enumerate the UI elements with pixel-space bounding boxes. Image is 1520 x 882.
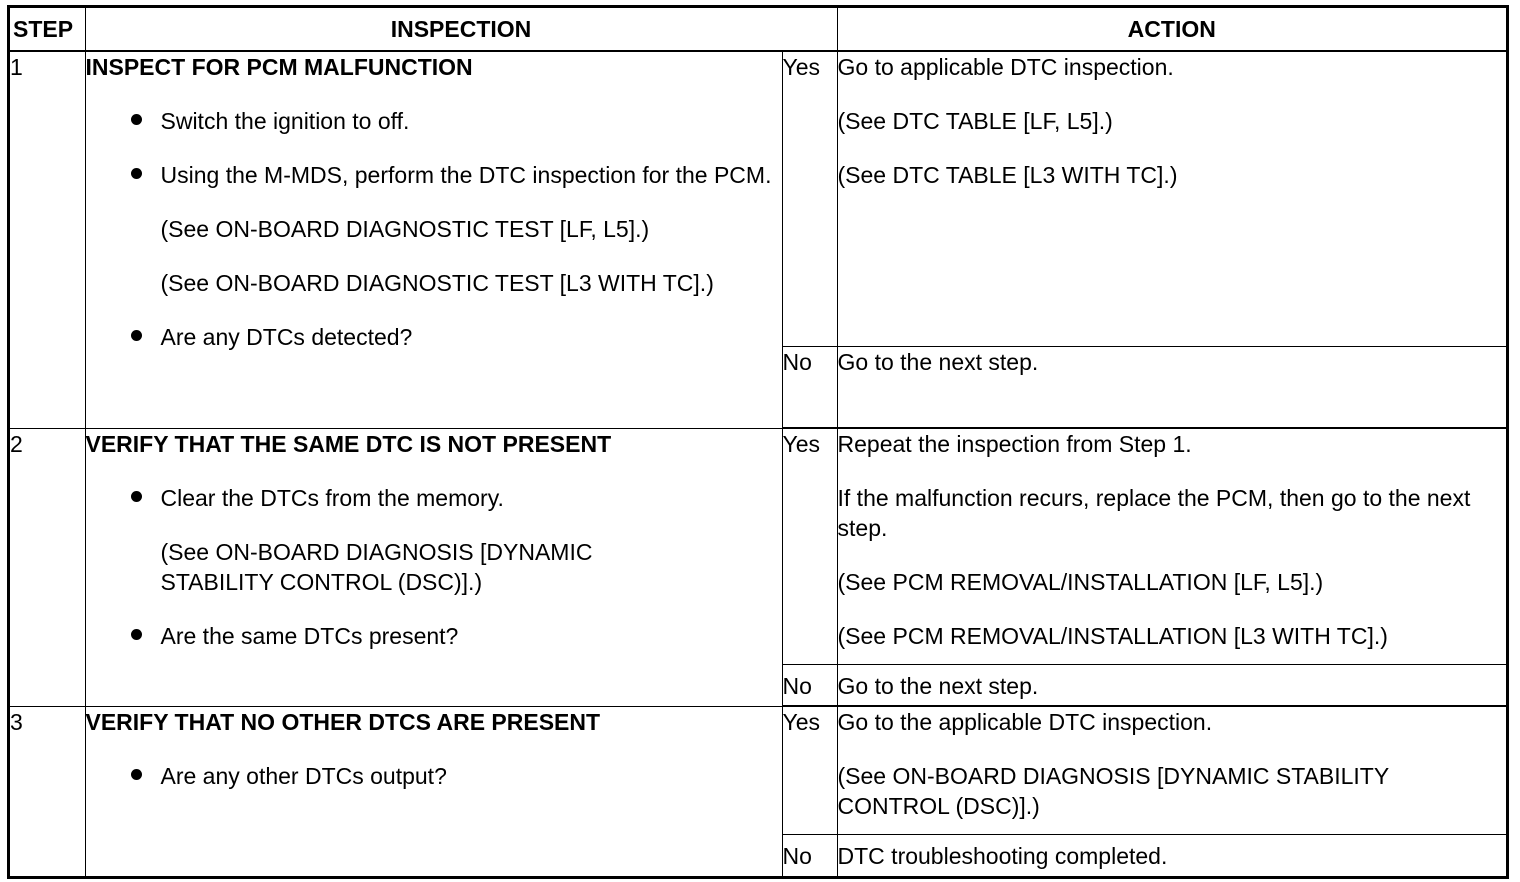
step-1-yes-row [10, 51, 1506, 346]
step-1-bullet-2 [86, 160, 782, 190]
step-2-bullet-2 [86, 621, 782, 651]
step-3-no-label: No [782, 834, 837, 876]
step-3-yes-label: Yes [782, 706, 837, 834]
step-1-bullet-1-text: Switch the ignition to off. [160, 108, 410, 134]
step-1-yes-label: Yes [782, 51, 837, 346]
step-3-yes-line-2: (See ON-BOARD DIAGNOSIS [DYNAMIC STABILITY CONTROL (DSC)].) [837, 763, 1389, 819]
troubleshooting-table [10, 8, 1506, 877]
step-3-title: VERIFY THAT NO OTHER DTCS ARE PRESENT [85, 708, 601, 735]
table-header-row [10, 8, 1506, 51]
step-3-bullet-1-text: Are any other DTCs output? [160, 762, 447, 789]
step-2-no-label: No [782, 664, 837, 706]
step-1-yes-line-2: (See DTC TABLE [LF, L5].) [837, 108, 1113, 134]
bullet-icon [131, 491, 142, 502]
step-1-bullet-2-text: Using the M-MDS, perform the DTC inspection for the PCM. [160, 162, 772, 188]
step-3-inspection [85, 706, 782, 876]
step-1-reference-1: (See ON-BOARD DIAGNOSTIC TEST [LF, L5].) [160, 216, 650, 242]
header-action: ACTION [837, 8, 1506, 51]
bullet-icon [131, 769, 142, 780]
step-1-bullet-1 [86, 106, 782, 136]
step-3-yes-row [10, 706, 1506, 834]
step-2-yes-line-4: (See PCM REMOVAL/INSTALLATION [L3 WITH TC].) [837, 623, 1388, 649]
step-2-yes-row [10, 428, 1506, 664]
step-2-yes-line-2: If the malfunction recurs, replace the PCM, then go to the next step. [837, 485, 1471, 541]
header-step: STEP [10, 8, 85, 51]
step-3-yes-action [837, 706, 1506, 834]
step-3-yes-line-1: Go to the applicable DTC inspection. [837, 709, 1213, 735]
step-1-number: 1 [10, 51, 85, 428]
step-1-no-action: Go to the next step. [837, 346, 1506, 428]
step-2-reference-1: (See ON-BOARD DIAGNOSIS [DYNAMIC STABILITY CONTROL (DSC)].) [160, 538, 593, 595]
step-1-yes-action [837, 51, 1506, 346]
step-2-number: 2 [10, 428, 85, 706]
step-2-title: VERIFY THAT THE SAME DTC IS NOT PRESENT [85, 430, 612, 457]
step-2-bullet-1 [86, 483, 782, 513]
step-1-yes-line-3: (See DTC TABLE [L3 WITH TC].) [837, 162, 1178, 188]
header-inspection: INSPECTION [85, 8, 837, 51]
bullet-icon [131, 168, 142, 179]
step-3-bullet-1 [86, 761, 782, 791]
bullet-icon [131, 629, 142, 640]
step-2-yes-line-1: Repeat the inspection from Step 1. [837, 431, 1192, 457]
step-1-no-label: No [782, 346, 837, 428]
bullet-icon [131, 330, 142, 341]
step-2-bullet-2-text: Are the same DTCs present? [160, 622, 459, 649]
step-2-no-action: Go to the next step. [837, 664, 1506, 706]
step-2-yes-label: Yes [782, 428, 837, 664]
step-2-inspection [85, 428, 782, 706]
step-3-no-action: DTC troubleshooting completed. [837, 834, 1506, 876]
step-1-title: INSPECT FOR PCM MALFUNCTION [85, 54, 473, 80]
step-3-number: 3 [10, 706, 85, 876]
step-2-bullet-1-text: Clear the DTCs from the memory. [160, 484, 504, 511]
bullet-icon [131, 114, 142, 125]
step-1-inspection [85, 51, 782, 428]
step-1-reference-2: (See ON-BOARD DIAGNOSTIC TEST [L3 WITH TC].) [160, 270, 714, 296]
troubleshooting-table-frame [7, 5, 1509, 879]
step-2-yes-action [837, 428, 1506, 664]
step-1-bullet-3-text: Are any DTCs detected? [160, 324, 413, 350]
step-2-yes-line-3: (See PCM REMOVAL/INSTALLATION [LF, L5].) [837, 569, 1324, 595]
step-1-bullet-3 [86, 322, 782, 352]
step-1-yes-line-1: Go to applicable DTC inspection. [837, 54, 1174, 80]
